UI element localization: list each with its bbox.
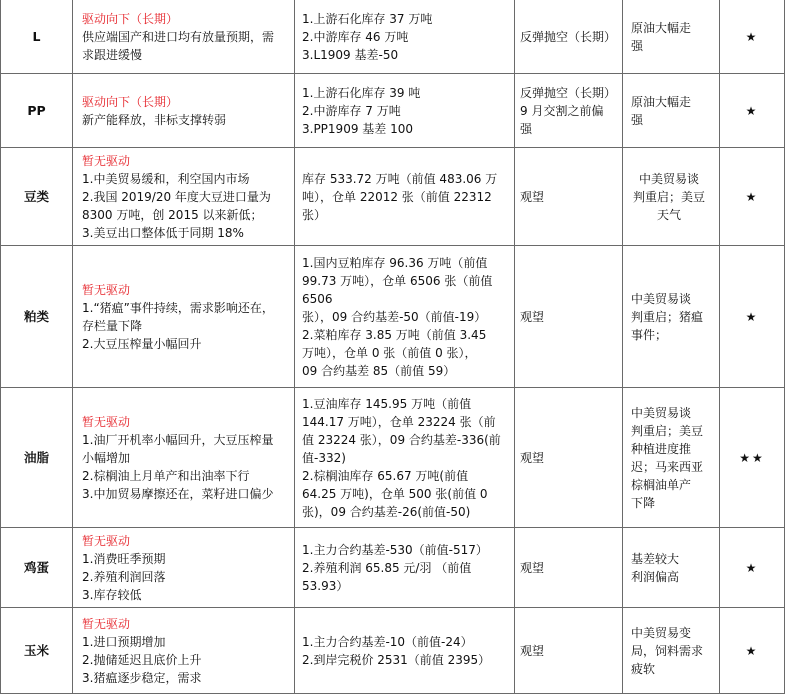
strategy-cell: 观望 [515,528,623,608]
commodity-name: 粕类 [1,246,73,388]
driver-cell: 暂无驱动 1.消费旺季预期 2.养殖利润回落 3.库存较低 [73,528,295,608]
table-row [1,528,785,608]
data-cell: 1.上游石化库存 37 万吨 2.中游库存 46 万吨 3.L1909 基差-50 [295,0,515,74]
driver-title: 暂无驱动 [82,533,131,548]
factor-cell: 原油大幅走 强 [623,0,720,74]
factor-cell: 中美贸易谈 判重启；猪瘟 事件； [623,246,720,388]
data-cell: 1.国内豆粕库存 96.36 万吨（前值 99.73 万吨），仓单 6506 张（前值 6506 张），09 合约基差-50（前值-19） 2.菜粕库存 3.85 万吨（前值 3.45 万吨），仓单 0 张（前值 0 张）， 09 合约基差 85（前值 59） [295,246,515,388]
strategy-cell: 观望 [515,608,623,694]
strategy-cell: 反弹抛空（长期） [515,0,623,74]
table-row [1,0,785,74]
strategy-cell: 反弹抛空（长期） 9 月交割之前偏 强 [515,74,623,148]
star-rating: ★ [720,608,785,694]
strategy-cell: 观望 [515,246,623,388]
data-cell: 库存 533.72 万吨（前值 483.06 万 吨），仓单 22012 张（前值 22312 张） [295,148,515,246]
data-cell: 1.主力合约基差-530（前值-517） 2.养殖利润 65.85 元/羽 （前值 53.93） [295,528,515,608]
commodity-name: L [1,0,73,74]
table-row [1,246,785,388]
driver-title: 暂无驱动 [82,153,131,168]
driver-cell: 驱动向下（长期） 新产能释放，非标支撑转弱 [73,74,295,148]
commodity-name: 豆类 [1,148,73,246]
driver-title: 暂无驱动 [82,414,131,429]
star-rating: ★ [720,0,785,74]
table-row [1,608,785,694]
table-row [1,148,785,246]
strategy-cell: 观望 [515,388,623,528]
commodity-name: 油脂 [1,388,73,528]
star-rating: ★ [720,74,785,148]
strategy-cell: 观望 [515,148,623,246]
star-rating: ★ [720,148,785,246]
driver-cell: 驱动向下（长期） 供应端国产和进口均有放量预期，需 求跟进缓慢 [73,0,295,74]
star-rating: ★ [720,528,785,608]
driver-title: 暂无驱动 [82,282,131,297]
data-cell: 1.上游石化库存 39 吨 2.中游库存 7 万吨 3.PP1909 基差 100 [295,74,515,148]
driver-cell: 暂无驱动 1.进口预期增加 2.抛储延迟且底价上升 3.猪瘟逐步稳定，需求 [73,608,295,694]
star-rating: ★★ [720,388,785,528]
table-row [1,388,785,528]
factor-cell: 原油大幅走 强 [623,74,720,148]
driver-title: 暂无驱动 [82,616,131,631]
driver-cell: 暂无驱动 1.中美贸易缓和，利空国内市场 2.我国 2019/20 年度大豆进口量为 8300 万吨，创 2015 以来新低； 3.美豆出口整体低于同期 18% [73,148,295,246]
factor-cell: 基差较大 利润偏高 [623,528,720,608]
commodity-name: PP [1,74,73,148]
factor-cell: 中美贸易变 局，饲料需求 疲软 [623,608,720,694]
star-rating: ★ [720,246,785,388]
driver-cell: 暂无驱动 1.“猪瘟”事件持续，需求影响还在， 存栏量下降 2.大豆压榨量小幅回升 [73,246,295,388]
factor-cell: 中美贸易谈 判重启；美豆 天气 [623,148,720,246]
commodity-name: 玉米 [1,608,73,694]
data-cell: 1.豆油库存 145.95 万吨（前值 144.17 万吨），仓单 23224 张（前 值 23224 张），09 合约基差-336(前 值-332) 2.棕榈油库存 65.67 万吨(前值 64.25 万吨)，仓单 500 张(前值 0 张)，09 合约基差-26(前值-50) [295,388,515,528]
commodity-name: 鸡蛋 [1,528,73,608]
driver-title: 驱动向下（长期） [82,11,179,26]
driver-cell: 暂无驱动 1.油厂开机率小幅回升，大豆压榨量 小幅增加 2.棕榈油上月单产和出油率下行 3.中加贸易摩擦还在，菜籽进口偏少 [73,388,295,528]
data-cell: 1.主力合约基差-10（前值-24） 2.到岸完税价 2531（前值 2395） [295,608,515,694]
table-row [1,74,785,148]
driver-title: 驱动向下（长期） [82,94,179,109]
factor-cell: 中美贸易谈 判重启；美豆 种植进度推 迟；马来西亚 棕榈油单产 下降 [623,388,720,528]
